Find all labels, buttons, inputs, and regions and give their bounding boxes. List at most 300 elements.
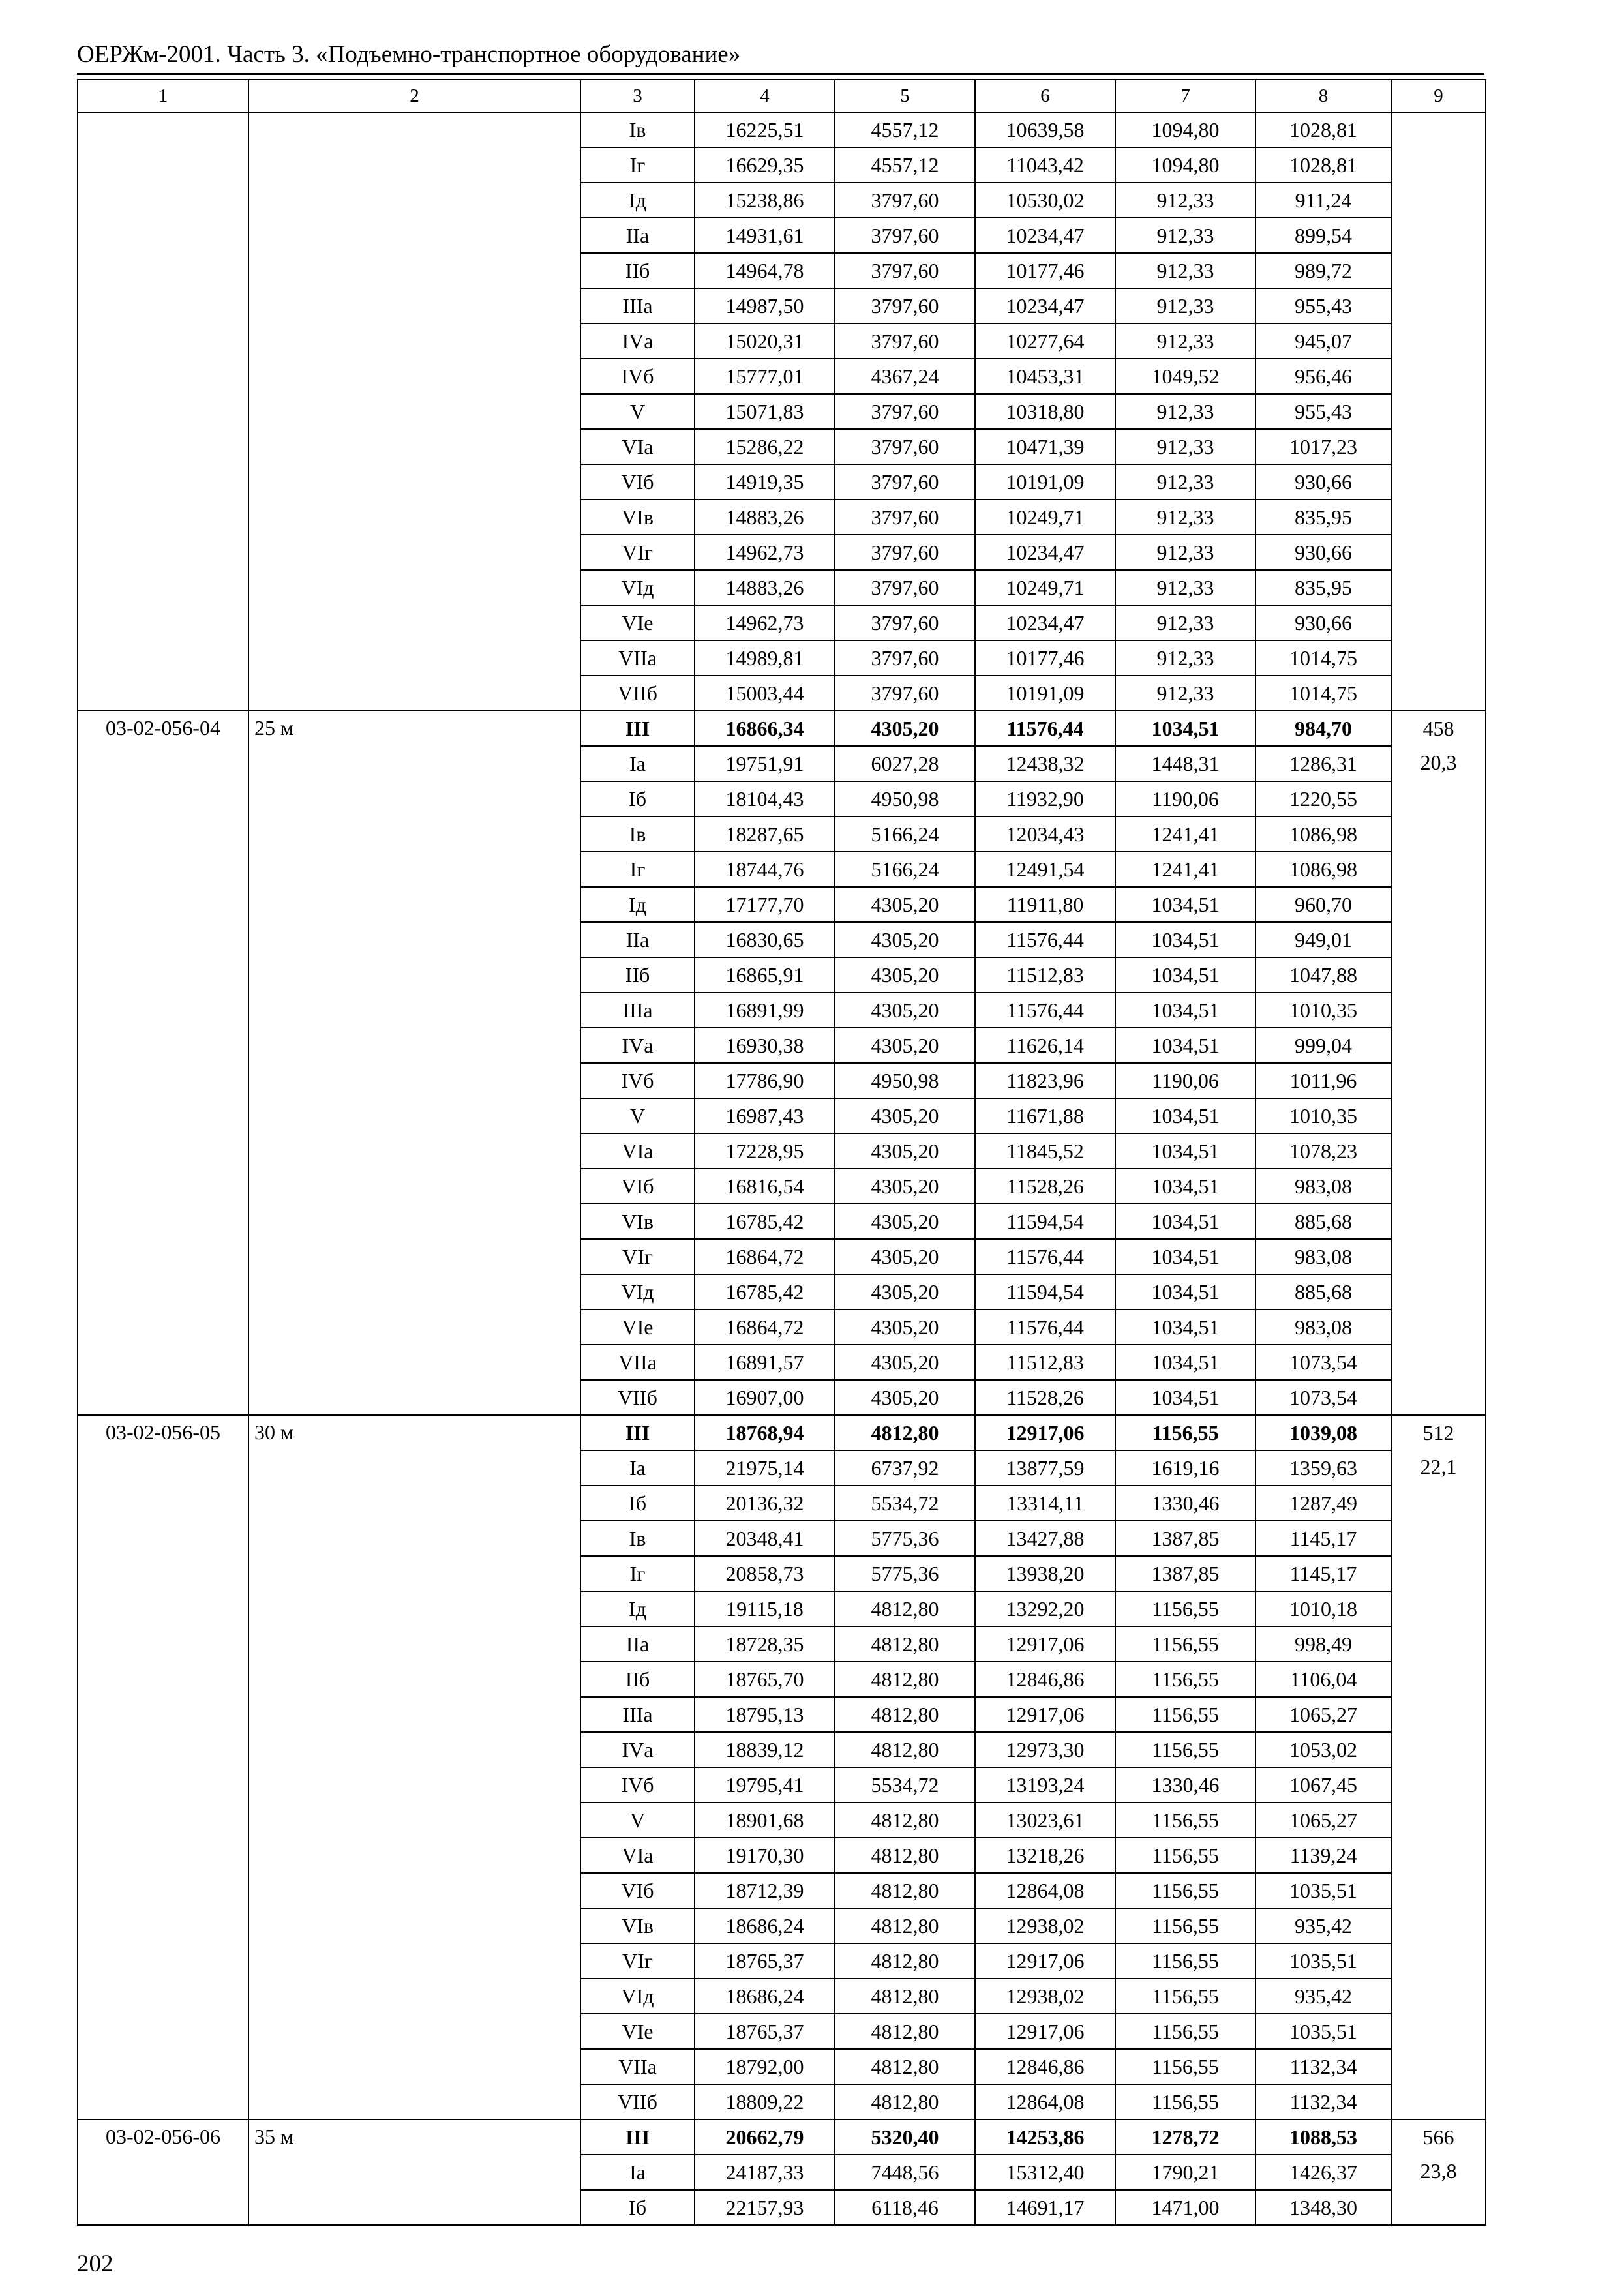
value-cell: 16866,34: [695, 711, 835, 746]
value-cell: 1790,21: [1115, 2155, 1256, 2190]
value-cell: 20136,32: [695, 1486, 835, 1521]
value-cell: 16864,72: [695, 1309, 835, 1345]
value-cell: 1156,55: [1115, 1626, 1256, 1662]
value-cell: 983,08: [1256, 1169, 1391, 1204]
value-cell: 11671,88: [975, 1098, 1115, 1133]
value-cell: 912,33: [1115, 323, 1256, 359]
value-cell: 15020,31: [695, 323, 835, 359]
zone-cell: IIIа: [580, 993, 695, 1028]
value-cell: 12973,30: [975, 1732, 1115, 1767]
value-cell: 13292,20: [975, 1591, 1115, 1626]
value-cell: 20858,73: [695, 1556, 835, 1591]
value-cell: 1065,27: [1256, 1803, 1391, 1838]
value-cell: 18712,39: [695, 1873, 835, 1908]
value-cell: 11043,42: [975, 147, 1115, 183]
value-cell: 11626,14: [975, 1028, 1115, 1063]
value-cell: 912,33: [1115, 183, 1256, 218]
zone-cell: V: [580, 1803, 695, 1838]
zone-cell: VIг: [580, 535, 695, 570]
rates-table: [77, 79, 1486, 2226]
value-cell: 11576,44: [975, 1239, 1115, 1274]
value-cell: 4305,20: [835, 1169, 975, 1204]
value-cell: 3797,60: [835, 535, 975, 570]
value-cell: 10234,47: [975, 535, 1115, 570]
value-cell: 3797,60: [835, 183, 975, 218]
value-cell: 912,33: [1115, 605, 1256, 640]
value-cell: 14883,26: [695, 570, 835, 605]
value-cell: 1034,51: [1115, 1345, 1256, 1380]
value-cell: 835,95: [1256, 570, 1391, 605]
value-cell: 912,33: [1115, 640, 1256, 676]
value-cell: 18287,65: [695, 816, 835, 852]
value-cell: 912,33: [1115, 218, 1256, 253]
table-row: [78, 112, 1486, 147]
zone-cell: VIб: [580, 1873, 695, 1908]
zone-cell: VIд: [580, 570, 695, 605]
value-cell: 945,07: [1256, 323, 1391, 359]
value-cell: 21975,14: [695, 1450, 835, 1486]
value-cell: 18728,35: [695, 1626, 835, 1662]
value-cell: 16891,99: [695, 993, 835, 1028]
value-cell: 1387,85: [1115, 1521, 1256, 1556]
zone-cell: IIб: [580, 1662, 695, 1697]
value-cell: 18765,70: [695, 1662, 835, 1697]
value-cell: 4812,80: [835, 1591, 975, 1626]
value-cell: 18765,37: [695, 1943, 835, 1979]
value-cell: 955,43: [1256, 288, 1391, 323]
zone-cell: VIIа: [580, 2049, 695, 2084]
value-cell: 4812,80: [835, 1415, 975, 1450]
value-cell: 10453,31: [975, 359, 1115, 394]
zone-cell: IIа: [580, 218, 695, 253]
value-cell: 5775,36: [835, 1521, 975, 1556]
value-cell: 1034,51: [1115, 887, 1256, 922]
resource-value: 512: [1422, 1421, 1454, 1444]
value-cell: 984,70: [1256, 711, 1391, 746]
value-cell: 16907,00: [695, 1380, 835, 1415]
zone-cell: VIе: [580, 605, 695, 640]
value-cell: 10277,64: [975, 323, 1115, 359]
value-cell: 1220,55: [1256, 781, 1391, 816]
value-cell: 4812,80: [835, 1943, 975, 1979]
value-cell: 14931,61: [695, 218, 835, 253]
value-cell: 16785,42: [695, 1274, 835, 1309]
value-cell: 1387,85: [1115, 1556, 1256, 1591]
value-cell: 1034,51: [1115, 711, 1256, 746]
resource-value: 566: [1422, 2125, 1454, 2149]
zone-cell: IVа: [580, 323, 695, 359]
value-cell: 1094,80: [1115, 112, 1256, 147]
value-cell: 14989,81: [695, 640, 835, 676]
resource-cell: [1391, 711, 1486, 1415]
value-cell: 15286,22: [695, 429, 835, 464]
value-cell: 4812,80: [835, 1838, 975, 1873]
value-cell: 4305,20: [835, 711, 975, 746]
table-row: [78, 711, 1486, 746]
item-code: 03-02-056-04: [78, 711, 248, 1415]
value-cell: 3797,60: [835, 464, 975, 500]
value-cell: 1619,16: [1115, 1450, 1256, 1486]
value-cell: 11528,26: [975, 1169, 1115, 1204]
value-cell: 1139,24: [1256, 1838, 1391, 1873]
value-cell: 1073,54: [1256, 1380, 1391, 1415]
value-cell: 12864,08: [975, 2084, 1115, 2119]
value-cell: 12938,02: [975, 1979, 1115, 2014]
value-cell: 960,70: [1256, 887, 1391, 922]
zone-cell: VIIб: [580, 2084, 695, 2119]
value-cell: 1034,51: [1115, 1098, 1256, 1133]
zone-cell: VIв: [580, 1908, 695, 1943]
value-cell: 930,66: [1256, 464, 1391, 500]
col-header-7: 7: [1115, 80, 1256, 112]
value-cell: 1035,51: [1256, 1943, 1391, 1979]
value-cell: 4305,20: [835, 887, 975, 922]
value-cell: 18809,22: [695, 2084, 835, 2119]
value-cell: 1035,51: [1256, 1873, 1391, 1908]
value-cell: 18104,43: [695, 781, 835, 816]
resource-value: 20,3: [1420, 751, 1457, 774]
value-cell: 4812,80: [835, 2014, 975, 2049]
value-cell: 1086,98: [1256, 816, 1391, 852]
value-cell: 4812,80: [835, 1626, 975, 1662]
value-cell: 6118,46: [835, 2190, 975, 2225]
value-cell: 18768,94: [695, 1415, 835, 1450]
value-cell: 16629,35: [695, 147, 835, 183]
value-cell: 1034,51: [1115, 1309, 1256, 1345]
zone-cell: IVа: [580, 1732, 695, 1767]
value-cell: 1088,53: [1256, 2119, 1391, 2155]
value-cell: 1287,49: [1256, 1486, 1391, 1521]
value-cell: 3797,60: [835, 288, 975, 323]
zone-cell: IIб: [580, 957, 695, 993]
zone-cell: IIб: [580, 253, 695, 288]
value-cell: 983,08: [1256, 1239, 1391, 1274]
value-cell: 3797,60: [835, 605, 975, 640]
zone-cell: Iб: [580, 781, 695, 816]
value-cell: 10234,47: [975, 218, 1115, 253]
value-cell: 13023,61: [975, 1803, 1115, 1838]
value-cell: 1034,51: [1115, 993, 1256, 1028]
value-cell: 12938,02: [975, 1908, 1115, 1943]
value-cell: 12491,54: [975, 852, 1115, 887]
value-cell: 955,43: [1256, 394, 1391, 429]
zone-cell: IVб: [580, 1767, 695, 1803]
value-cell: 14987,50: [695, 288, 835, 323]
value-cell: 1065,27: [1256, 1697, 1391, 1732]
value-cell: 13427,88: [975, 1521, 1115, 1556]
value-cell: 15238,86: [695, 183, 835, 218]
value-cell: 1028,81: [1256, 112, 1391, 147]
value-cell: 10234,47: [975, 605, 1115, 640]
value-cell: 1156,55: [1115, 1662, 1256, 1697]
value-cell: 1053,02: [1256, 1732, 1391, 1767]
value-cell: 13218,26: [975, 1838, 1115, 1873]
value-cell: 1156,55: [1115, 1943, 1256, 1979]
value-cell: 1034,51: [1115, 1169, 1256, 1204]
col-header-9: 9: [1391, 80, 1486, 112]
value-cell: 19795,41: [695, 1767, 835, 1803]
value-cell: 1028,81: [1256, 147, 1391, 183]
zone-cell: VIв: [580, 1204, 695, 1239]
value-cell: 11932,90: [975, 781, 1115, 816]
value-cell: 1286,31: [1256, 746, 1391, 781]
value-cell: 6027,28: [835, 746, 975, 781]
value-cell: 4305,20: [835, 1098, 975, 1133]
zone-cell: Iа: [580, 1450, 695, 1486]
value-cell: 18901,68: [695, 1803, 835, 1838]
value-cell: 1156,55: [1115, 1803, 1256, 1838]
value-cell: 1190,06: [1115, 1063, 1256, 1098]
value-cell: 10249,71: [975, 570, 1115, 605]
value-cell: 5534,72: [835, 1486, 975, 1521]
value-cell: 1034,51: [1115, 1380, 1256, 1415]
value-cell: 15071,83: [695, 394, 835, 429]
value-cell: 14962,73: [695, 605, 835, 640]
zone-cell: VIб: [580, 1169, 695, 1204]
table-row: [78, 2119, 1486, 2155]
value-cell: 12034,43: [975, 816, 1115, 852]
value-cell: 10191,09: [975, 464, 1115, 500]
value-cell: 835,95: [1256, 500, 1391, 535]
zone-cell: Iб: [580, 2190, 695, 2225]
value-cell: 911,24: [1256, 183, 1391, 218]
value-cell: 11576,44: [975, 1309, 1115, 1345]
value-cell: 14691,17: [975, 2190, 1115, 2225]
value-cell: 11823,96: [975, 1063, 1115, 1098]
value-cell: 930,66: [1256, 535, 1391, 570]
value-cell: 3797,60: [835, 500, 975, 535]
value-cell: 1010,35: [1256, 1098, 1391, 1133]
value-cell: 5320,40: [835, 2119, 975, 2155]
value-cell: 4305,20: [835, 1133, 975, 1169]
value-cell: 1078,23: [1256, 1133, 1391, 1169]
value-cell: 4557,12: [835, 112, 975, 147]
value-cell: 16785,42: [695, 1204, 835, 1239]
value-cell: 14964,78: [695, 253, 835, 288]
value-cell: 7448,56: [835, 2155, 975, 2190]
value-cell: 11576,44: [975, 922, 1115, 957]
value-cell: 3797,60: [835, 253, 975, 288]
resource-cell: [1391, 2119, 1486, 2225]
value-cell: 4557,12: [835, 147, 975, 183]
value-cell: 3797,60: [835, 429, 975, 464]
value-cell: 4950,98: [835, 1063, 975, 1098]
value-cell: 4812,80: [835, 2049, 975, 2084]
value-cell: 983,08: [1256, 1309, 1391, 1345]
value-cell: 16891,57: [695, 1345, 835, 1380]
value-cell: 1145,17: [1256, 1556, 1391, 1591]
value-cell: 11512,83: [975, 957, 1115, 993]
value-cell: 1034,51: [1115, 1028, 1256, 1063]
value-cell: 18795,13: [695, 1697, 835, 1732]
value-cell: 11845,52: [975, 1133, 1115, 1169]
value-cell: 5166,24: [835, 852, 975, 887]
value-cell: 3797,60: [835, 640, 975, 676]
zone-cell: VIIа: [580, 1345, 695, 1380]
zone-cell: III: [580, 2119, 695, 2155]
zone-cell: IIа: [580, 922, 695, 957]
value-cell: 1014,75: [1256, 640, 1391, 676]
value-cell: 11512,83: [975, 1345, 1115, 1380]
value-cell: 1132,34: [1256, 2084, 1391, 2119]
value-cell: 1034,51: [1115, 922, 1256, 957]
item-name: [248, 112, 580, 711]
value-cell: 4305,20: [835, 1345, 975, 1380]
running-header: ОЕРЖм-2001. Часть 3. «Подъемно-транспортное оборудование»: [77, 41, 741, 68]
value-cell: 4812,80: [835, 1732, 975, 1767]
value-cell: 10639,58: [975, 112, 1115, 147]
value-cell: 999,04: [1256, 1028, 1391, 1063]
zone-cell: VIд: [580, 1979, 695, 2014]
zone-cell: IVа: [580, 1028, 695, 1063]
value-cell: 13193,24: [975, 1767, 1115, 1803]
value-cell: 4305,20: [835, 1204, 975, 1239]
item-name: 30 м: [248, 1415, 580, 2119]
value-cell: 1156,55: [1115, 2014, 1256, 2049]
value-cell: 930,66: [1256, 605, 1391, 640]
value-cell: 4305,20: [835, 993, 975, 1028]
value-cell: 10177,46: [975, 253, 1115, 288]
value-cell: 1359,63: [1256, 1450, 1391, 1486]
item-name: 25 м: [248, 711, 580, 1415]
value-cell: 912,33: [1115, 429, 1256, 464]
value-cell: 15003,44: [695, 676, 835, 711]
value-cell: 14883,26: [695, 500, 835, 535]
value-cell: 4305,20: [835, 1309, 975, 1345]
value-cell: 989,72: [1256, 253, 1391, 288]
value-cell: 1156,55: [1115, 1979, 1256, 2014]
resource-cell: [1391, 112, 1486, 711]
value-cell: 4305,20: [835, 957, 975, 993]
value-cell: 4812,80: [835, 1697, 975, 1732]
value-cell: 1035,51: [1256, 2014, 1391, 2049]
zone-cell: Iг: [580, 852, 695, 887]
value-cell: 5534,72: [835, 1767, 975, 1803]
value-cell: 10530,02: [975, 183, 1115, 218]
value-cell: 14253,86: [975, 2119, 1115, 2155]
value-cell: 13877,59: [975, 1450, 1115, 1486]
item-name: 35 м: [248, 2119, 580, 2225]
zone-cell: Iв: [580, 112, 695, 147]
value-cell: 1011,96: [1256, 1063, 1391, 1098]
value-cell: 10249,71: [975, 500, 1115, 535]
value-cell: 11594,54: [975, 1274, 1115, 1309]
value-cell: 16930,38: [695, 1028, 835, 1063]
value-cell: 17177,70: [695, 887, 835, 922]
value-cell: 18686,24: [695, 1908, 835, 1943]
value-cell: 12864,08: [975, 1873, 1115, 1908]
value-cell: 1278,72: [1115, 2119, 1256, 2155]
value-cell: 1241,41: [1115, 816, 1256, 852]
value-cell: 10177,46: [975, 640, 1115, 676]
value-cell: 1156,55: [1115, 2084, 1256, 2119]
zone-cell: VIг: [580, 1943, 695, 1979]
value-cell: 885,68: [1256, 1204, 1391, 1239]
table-body: [78, 112, 1486, 2225]
value-cell: 18686,24: [695, 1979, 835, 2014]
zone-cell: VIд: [580, 1274, 695, 1309]
value-cell: 1034,51: [1115, 1274, 1256, 1309]
value-cell: 3797,60: [835, 394, 975, 429]
value-cell: 16830,65: [695, 922, 835, 957]
value-cell: 18792,00: [695, 2049, 835, 2084]
col-header-5: 5: [835, 80, 975, 112]
value-cell: 1330,46: [1115, 1767, 1256, 1803]
value-cell: 1073,54: [1256, 1345, 1391, 1380]
value-cell: 11594,54: [975, 1204, 1115, 1239]
value-cell: 4305,20: [835, 1028, 975, 1063]
zone-cell: IVб: [580, 359, 695, 394]
value-cell: 18839,12: [695, 1732, 835, 1767]
value-cell: 935,42: [1256, 1908, 1391, 1943]
value-cell: 14919,35: [695, 464, 835, 500]
resource-value: 458: [1422, 717, 1454, 740]
value-cell: 1067,45: [1256, 1767, 1391, 1803]
zone-cell: Iг: [580, 1556, 695, 1591]
value-cell: 12917,06: [975, 2014, 1115, 2049]
value-cell: 15777,01: [695, 359, 835, 394]
value-cell: 18744,76: [695, 852, 835, 887]
value-cell: 6737,92: [835, 1450, 975, 1486]
value-cell: 10318,80: [975, 394, 1115, 429]
value-cell: 12917,06: [975, 1943, 1115, 1979]
col-header-2: 2: [248, 80, 580, 112]
value-cell: 16865,91: [695, 957, 835, 993]
value-cell: 4367,24: [835, 359, 975, 394]
value-cell: 4812,80: [835, 1662, 975, 1697]
value-cell: 24187,33: [695, 2155, 835, 2190]
value-cell: 3797,60: [835, 218, 975, 253]
value-cell: 3797,60: [835, 570, 975, 605]
value-cell: 13314,11: [975, 1486, 1115, 1521]
value-cell: 1047,88: [1256, 957, 1391, 993]
zone-cell: VIIб: [580, 1380, 695, 1415]
zone-cell: VIа: [580, 1133, 695, 1169]
value-cell: 1156,55: [1115, 1732, 1256, 1767]
zone-cell: IVб: [580, 1063, 695, 1098]
value-cell: 4950,98: [835, 781, 975, 816]
col-header-3: 3: [580, 80, 695, 112]
value-cell: 912,33: [1115, 535, 1256, 570]
value-cell: 11911,80: [975, 887, 1115, 922]
value-cell: 1156,55: [1115, 1697, 1256, 1732]
value-cell: 1156,55: [1115, 1838, 1256, 1873]
value-cell: 3797,60: [835, 676, 975, 711]
col-header-6: 6: [975, 80, 1115, 112]
item-code: 03-02-056-05: [78, 1415, 248, 2119]
value-cell: 20348,41: [695, 1521, 835, 1556]
value-cell: 12917,06: [975, 1697, 1115, 1732]
value-cell: 12917,06: [975, 1415, 1115, 1450]
value-cell: 1034,51: [1115, 957, 1256, 993]
value-cell: 1010,18: [1256, 1591, 1391, 1626]
value-cell: 949,01: [1256, 922, 1391, 957]
value-cell: 19170,30: [695, 1838, 835, 1873]
value-cell: 4305,20: [835, 1274, 975, 1309]
value-cell: 1156,55: [1115, 2049, 1256, 2084]
value-cell: 5775,36: [835, 1556, 975, 1591]
value-cell: 4812,80: [835, 1803, 975, 1838]
col-header-8: 8: [1256, 80, 1391, 112]
value-cell: 1106,04: [1256, 1662, 1391, 1697]
value-cell: 11528,26: [975, 1380, 1115, 1415]
value-cell: 1156,55: [1115, 1873, 1256, 1908]
value-cell: 17228,95: [695, 1133, 835, 1169]
zone-cell: Iб: [580, 1486, 695, 1521]
value-cell: 1471,00: [1115, 2190, 1256, 2225]
zone-cell: Iг: [580, 147, 695, 183]
value-cell: 1086,98: [1256, 852, 1391, 887]
